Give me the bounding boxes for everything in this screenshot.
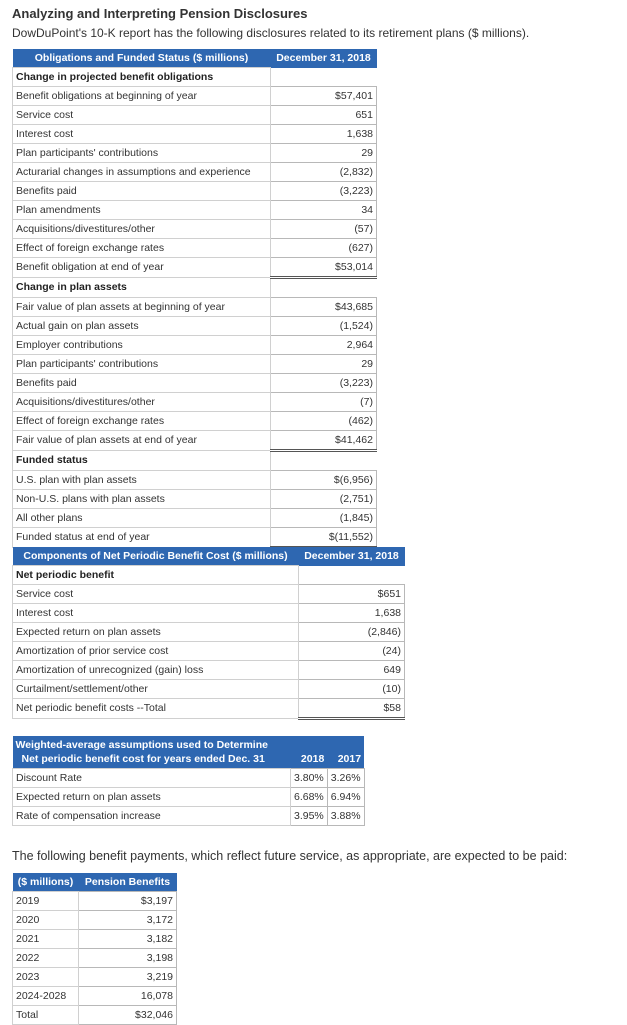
row-value: (1,845) — [271, 509, 377, 528]
row-label: Interest cost — [13, 604, 299, 623]
table-row — [13, 431, 377, 451]
table-row — [13, 490, 377, 509]
table-row — [13, 471, 377, 490]
row-value: (462) — [271, 412, 377, 431]
row-label: Fair value of plan assets at beginning of year — [13, 298, 271, 317]
rate-2018: 6.68% — [291, 788, 328, 807]
assumptions-header-line1: Weighted-average assumptions used to Determine — [15, 739, 268, 751]
row-value: $53,014 — [271, 258, 377, 278]
table-row — [13, 642, 405, 661]
assumptions-body — [13, 769, 365, 826]
page-subtitle: DowDuPoint's 10-K report has the following disclosures related to its retirement plans ($ millions). — [12, 26, 530, 40]
rate-2018: 3.80% — [291, 769, 328, 788]
assumptions-header-line2: Net periodic benefit cost for years ended Dec. 31 — [21, 753, 265, 765]
payment-amount: $3,197 — [79, 892, 177, 911]
table-row — [13, 355, 377, 374]
payment-year: 2019 — [13, 892, 79, 911]
section-spacer — [271, 68, 377, 87]
table-row — [13, 220, 377, 239]
row-label: Non-U.S. plans with plan assets — [13, 490, 271, 509]
row-label: Expected return on plan assets — [13, 788, 291, 807]
payment-amount: 3,219 — [79, 968, 177, 987]
components-table — [12, 547, 405, 720]
row-value: 651 — [271, 106, 377, 125]
payments-header-col2: Pension Benefits — [79, 873, 177, 892]
rate-2018: 3.95% — [291, 807, 328, 826]
table-row — [13, 182, 377, 201]
payment-year: 2020 — [13, 911, 79, 930]
table-row — [13, 412, 377, 431]
obligations-header-date: December 31, 2018 — [271, 49, 377, 68]
payment-year: 2023 — [13, 968, 79, 987]
rate-2017: 3.88% — [327, 807, 364, 826]
row-label: Plan amendments — [13, 201, 271, 220]
row-value: (2,846) — [299, 623, 405, 642]
row-value: 34 — [271, 201, 377, 220]
components-body — [13, 566, 405, 719]
row-value: 649 — [299, 661, 405, 680]
table-row — [13, 163, 377, 182]
table-row — [13, 680, 405, 699]
table-row — [13, 911, 177, 930]
table-row — [13, 239, 377, 258]
section-heading: Net periodic benefit — [13, 566, 299, 585]
row-label: Acquisitions/divestitures/other — [13, 393, 271, 412]
row-label: Acturarial changes in assumptions and experience — [13, 163, 271, 182]
row-label: Benefit obligation at end of year — [13, 258, 271, 278]
row-value: $41,462 — [271, 431, 377, 451]
row-value: (627) — [271, 239, 377, 258]
payments-header-col1: ($ millions) — [13, 873, 79, 892]
row-value: $57,401 — [271, 87, 377, 106]
row-label: Amortization of unrecognized (gain) loss — [13, 661, 299, 680]
obligations-header-label: Obligations and Funded Status ($ millions) — [13, 49, 271, 68]
table-row — [13, 807, 365, 826]
row-label: Effect of foreign exchange rates — [13, 239, 271, 258]
table-row — [13, 125, 377, 144]
table-row — [13, 661, 405, 680]
table-row — [13, 106, 377, 125]
table-row — [13, 699, 405, 719]
row-value: (24) — [299, 642, 405, 661]
table-row — [13, 528, 377, 548]
row-label: Effect of foreign exchange rates — [13, 412, 271, 431]
row-value: 2,964 — [271, 336, 377, 355]
table-row — [13, 585, 405, 604]
payment-amount: 3,172 — [79, 911, 177, 930]
row-label: Benefit obligations at beginning of year — [13, 87, 271, 106]
row-value: 29 — [271, 144, 377, 163]
payment-year: Total — [13, 1006, 79, 1025]
obligations-body — [13, 68, 377, 548]
row-value: (7) — [271, 393, 377, 412]
benefit-payments-note: The following benefit payments, which reflect future service, as appropriate, are expected to be paid: — [12, 849, 568, 863]
table-row — [13, 949, 177, 968]
row-value: $651 — [299, 585, 405, 604]
table-row — [13, 336, 377, 355]
section-spacer — [271, 278, 377, 298]
section-row — [13, 566, 405, 585]
table-row — [13, 604, 405, 623]
row-label: U.S. plan with plan assets — [13, 471, 271, 490]
section-heading: Change in projected benefit obligations — [13, 68, 271, 87]
table-row — [13, 87, 377, 106]
row-label: Net periodic benefit costs --Total — [13, 699, 299, 719]
payment-year: 2024-2028 — [13, 987, 79, 1006]
section-spacer — [299, 566, 405, 585]
row-value: 1,638 — [299, 604, 405, 623]
table-row — [13, 623, 405, 642]
assumptions-table — [12, 736, 365, 826]
row-value: (3,223) — [271, 374, 377, 393]
row-label: Plan participants' contributions — [13, 144, 271, 163]
row-value: 29 — [271, 355, 377, 374]
payment-amount: 3,198 — [79, 949, 177, 968]
section-row — [13, 278, 377, 298]
table-row — [13, 930, 177, 949]
assumptions-header-2018: 2018 — [291, 736, 328, 769]
payment-amount: 16,078 — [79, 987, 177, 1006]
table-row — [13, 317, 377, 336]
section-row — [13, 451, 377, 471]
table-row — [13, 509, 377, 528]
row-value: (57) — [271, 220, 377, 239]
row-label: Acquisitions/divestitures/other — [13, 220, 271, 239]
row-label: Rate of compensation increase — [13, 807, 291, 826]
table-row — [13, 393, 377, 412]
table-row — [13, 144, 377, 163]
table-row — [13, 769, 365, 788]
row-value: (2,832) — [271, 163, 377, 182]
payments-table — [12, 873, 177, 1025]
payment-year: 2021 — [13, 930, 79, 949]
assumptions-header-2017: 2017 — [327, 736, 364, 769]
obligations-table — [12, 49, 377, 549]
section-heading: Funded status — [13, 451, 271, 471]
payments-body — [13, 892, 177, 1025]
row-label: Service cost — [13, 585, 299, 604]
row-label: Amortization of prior service cost — [13, 642, 299, 661]
row-label: Funded status at end of year — [13, 528, 271, 548]
row-value: (3,223) — [271, 182, 377, 201]
table-row — [13, 298, 377, 317]
row-value: (10) — [299, 680, 405, 699]
table-row — [13, 788, 365, 807]
payment-amount: 3,182 — [79, 930, 177, 949]
components-header-label: Components of Net Periodic Benefit Cost ($ millions) — [13, 547, 299, 566]
rate-2017: 3.26% — [327, 769, 364, 788]
assumptions-header — [13, 736, 291, 769]
row-label: Service cost — [13, 106, 271, 125]
table-row — [13, 258, 377, 278]
row-label: Interest cost — [13, 125, 271, 144]
components-header-date: December 31, 2018 — [299, 547, 405, 566]
row-value: (1,524) — [271, 317, 377, 336]
row-value: $(11,552) — [271, 528, 377, 548]
row-label: Discount Rate — [13, 769, 291, 788]
table-row — [13, 1006, 177, 1025]
row-label: Curtailment/settlement/other — [13, 680, 299, 699]
row-label: Benefits paid — [13, 182, 271, 201]
row-label: Actual gain on plan assets — [13, 317, 271, 336]
payment-year: 2022 — [13, 949, 79, 968]
page-title: Analyzing and Interpreting Pension Disclosures — [12, 6, 308, 21]
row-label: Benefits paid — [13, 374, 271, 393]
section-spacer — [271, 451, 377, 471]
row-value: $58 — [299, 699, 405, 719]
table-row — [13, 987, 177, 1006]
table-row — [13, 968, 177, 987]
section-row — [13, 68, 377, 87]
row-value: (2,751) — [271, 490, 377, 509]
row-value: $(6,956) — [271, 471, 377, 490]
table-row — [13, 374, 377, 393]
section-heading: Change in plan assets — [13, 278, 271, 298]
table-row — [13, 201, 377, 220]
row-label: All other plans — [13, 509, 271, 528]
row-label: Employer contributions — [13, 336, 271, 355]
payment-amount: $32,046 — [79, 1006, 177, 1025]
row-value: $43,685 — [271, 298, 377, 317]
row-label: Plan participants' contributions — [13, 355, 271, 374]
row-label: Fair value of plan assets at end of year — [13, 431, 271, 451]
rate-2017: 6.94% — [327, 788, 364, 807]
row-label: Expected return on plan assets — [13, 623, 299, 642]
table-row — [13, 892, 177, 911]
row-value: 1,638 — [271, 125, 377, 144]
